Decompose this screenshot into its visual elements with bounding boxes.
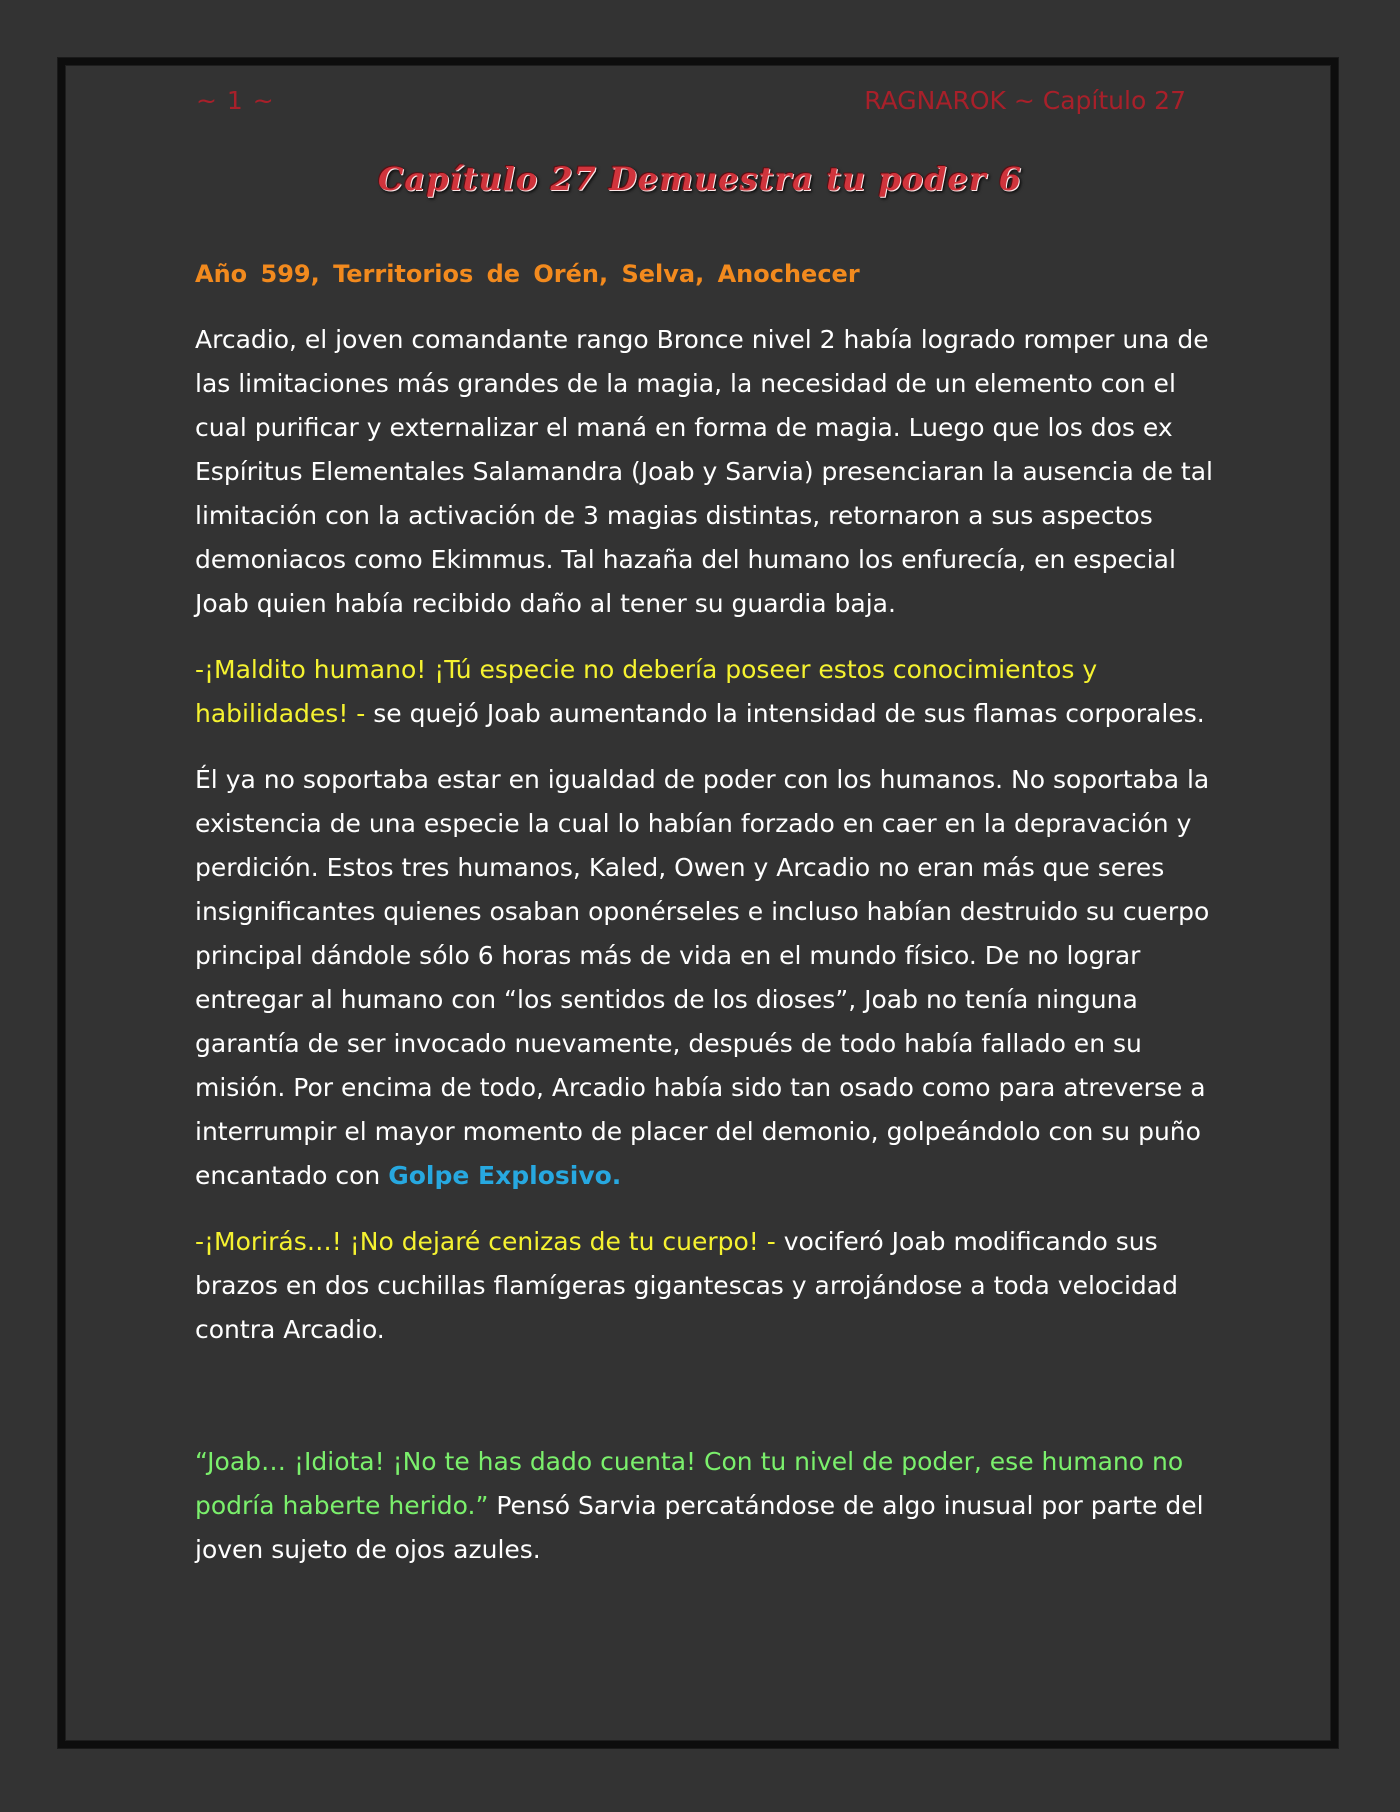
- narration: se quejó Joab aumentando la intensidad de sus flamas corporales.: [365, 699, 1205, 728]
- spell-name: Golpe Explosivo.: [388, 1161, 622, 1190]
- section-spacer: [195, 1374, 1215, 1440]
- paragraph-4: [195, 1220, 1215, 1352]
- scene-heading: Año 599, Territorios de Orén, Selva, Anochecer: [195, 260, 860, 288]
- paragraph-2: [195, 648, 1215, 736]
- chapter-body: [195, 260, 1215, 1594]
- running-title: RAGNAROK ~ Capítulo 27: [864, 86, 1186, 115]
- paragraph-1: Arcadio, el joven comandante rango Bronce nivel 2 había logrado romper una de las limitaciones más grandes de la magia, la necesidad de un elemento con el cual purificar y externalizar el maná en forma de magia. Luego que los dos ex Espíritus Elementales Salamandra (Joab y Sarvia) presenciaran la ausencia de tal limitación con la activación de 3 magias distintas, retornaron a sus aspectos demoniacos como Ekimmus. Tal hazaña del humano los enfurecía, en especial Joab quien había recibido daño al tener su guardia baja.: [195, 325, 1213, 618]
- thought-sarvia: “Joab… ¡Idiota! ¡No te has dado cuenta! Con tu nivel de poder, ese humano no podría haberte herido.”: [195, 1447, 1184, 1520]
- chapter-title: Capítulo 27 Demuestra tu poder 6: [377, 160, 1023, 198]
- paragraph-3: [195, 758, 1215, 1198]
- narration: Pensó Sarvia percatándose de algo inusual por parte del joven sujeto de ojos azules.: [195, 1491, 1204, 1564]
- dialogue-joab-2: -¡Morirás…! ¡No dejaré cenizas de tu cuerpo! -: [195, 1227, 776, 1256]
- paragraph-5: [195, 1440, 1215, 1572]
- narration: vociferó Joab modificando sus brazos en dos cuchillas flamígeras gigantescas y arrojándose a toda velocidad contra Arcadio.: [195, 1227, 1178, 1344]
- page-number: ~ 1 ~: [196, 86, 275, 115]
- dialogue-joab-1: -¡Maldito humano! ¡Tú especie no debería poseer estos conocimientos y habilidades! -: [195, 655, 1098, 728]
- narration: Él ya no soportaba estar en igualdad de poder con los humanos. No soportaba la existencia de una especie la cual lo habían forzado en caer en la depravación y perdición. Estos tres humanos, Kaled, Owen y Arcadio no eran más que seres insignificantes quienes osaban oponérseles e incluso habían destruido su cuerpo principal dándole sólo 6 horas más de vida en el mundo físico. De no lograr entregar al humano con “los sentidos de los dioses”, Joab no tenía ninguna garantía de ser invocado nuevamente, después de todo había fallado en su misión. Por encima de todo, Arcadio había sido tan osado como para atreverse a interrumpir el mayor momento de placer del demonio, golpeándolo con su puño encantado con: [195, 765, 1210, 1190]
